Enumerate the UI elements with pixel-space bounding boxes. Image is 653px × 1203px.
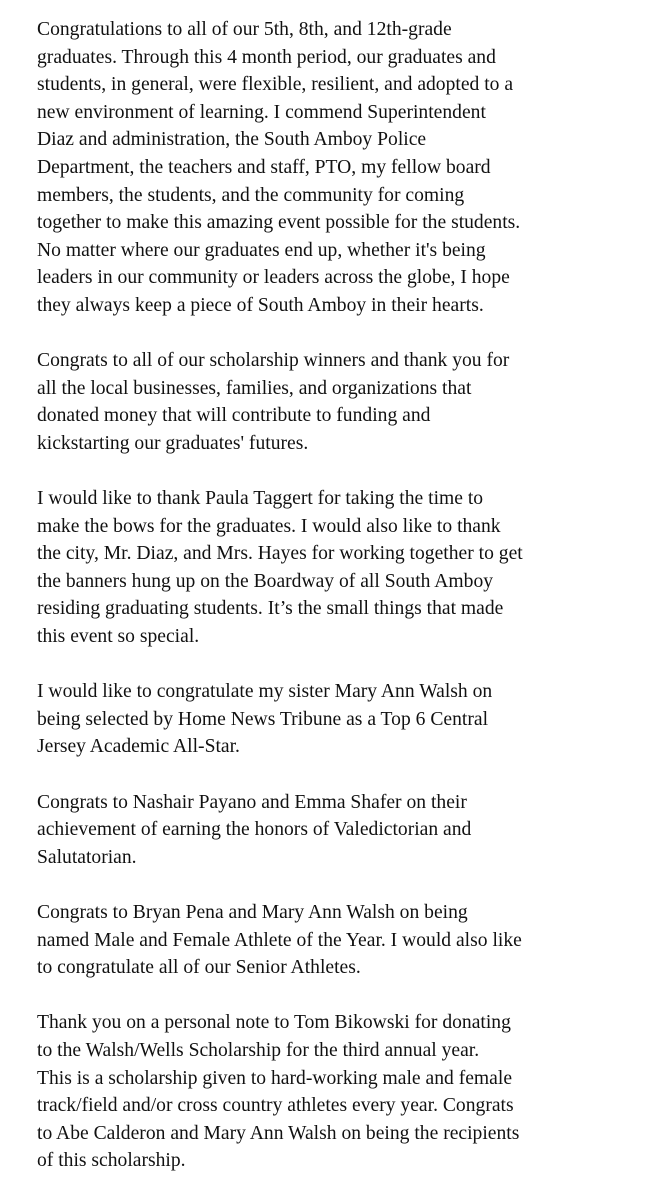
text-line: Congrats to all of our scholarship winners and thank you for [37, 350, 510, 372]
text-line: the city, Mr. Diaz, and Mrs. Hayes for working together to get [37, 543, 523, 565]
text-line: residing graduating students. It’s the small things that made [37, 598, 504, 620]
text-line: students, in general, were flexible, resilient, and adopted to a [37, 74, 514, 96]
text-line: Congratulations to all of our 5th, 8th, and 12th-grade [37, 19, 452, 40]
text-line: Congrats to Nashair Payano and Emma Shafer on their [37, 791, 467, 813]
text-line: Department, the teachers and staff, PTO, my fellow board [37, 156, 491, 178]
text-line: together to make this amazing event possible for the students. [37, 212, 521, 234]
text-line: this event so special. [37, 626, 200, 648]
text-line: I would like to thank Paula Taggert for taking the time to [37, 488, 484, 510]
text-line: leaders in our community or leaders across the globe, I hope [37, 267, 510, 289]
document-body [37, 16, 647, 1203]
text-line: track/field and/or cross country athletes every year. Congrats [37, 1095, 514, 1117]
paragraph-walsh-wells-scholarship [37, 1009, 647, 1175]
text-line: donated money that will contribute to funding and [37, 405, 431, 427]
paragraph-thanks-bows-banners [37, 485, 647, 651]
text-line: Salutatorian. [37, 846, 137, 868]
paragraph-athletes-of-year [37, 899, 647, 982]
text-line: Congrats to Bryan Pena and Mary Ann Walsh on being [37, 902, 468, 923]
text-line: new environment of learning. I commend Superintendent [37, 101, 486, 123]
text-line: graduates. Through this 4 month period, our graduates and [37, 46, 496, 68]
paragraph-congratulations-graduates [37, 16, 647, 320]
paragraph-scholarship-winners [37, 347, 647, 457]
text-line: make the bows for the graduates. I would also like to thank [37, 515, 501, 537]
text-line: of this scholarship. [37, 1150, 186, 1172]
text-line: to congratulate all of our Senior Athletes. [37, 957, 361, 979]
text-line: kickstarting our graduates' futures. [37, 432, 309, 454]
text-line: Diaz and administration, the South Amboy Police [37, 129, 427, 151]
text-line: they always keep a piece of South Amboy in their hearts. [37, 294, 484, 316]
text-line: Thank you on a personal note to Tom Bikowski for donating [37, 1012, 511, 1034]
text-line: to Abe Calderon and Mary Ann Walsh on being the recipients [37, 1122, 520, 1144]
text-line: members, the students, and the community for coming [37, 184, 465, 206]
text-line: all the local businesses, families, and organizations that [37, 377, 472, 399]
text-line: No matter where our graduates end up, whether it's being [37, 239, 486, 261]
text-line: named Male and Female Athlete of the Year. I would also like [37, 929, 522, 951]
paragraph-academic-all-star [37, 678, 647, 761]
text-line: I would like to congratulate my sister Mary Ann Walsh on [37, 681, 493, 703]
text-line: achievement of earning the honors of Valedictorian and [37, 819, 472, 841]
text-line: the banners hung up on the Boardway of all South Amboy [37, 570, 494, 592]
paragraph-valedictorian-salutatorian [37, 789, 647, 872]
text-line: being selected by Home News Tribune as a Top 6 Central [37, 708, 489, 730]
text-line: to the Walsh/Wells Scholarship for the third annual year. [37, 1039, 480, 1061]
text-line: Jersey Academic All-Star. [37, 736, 240, 758]
text-line: This is a scholarship given to hard-working male and female [37, 1067, 513, 1089]
